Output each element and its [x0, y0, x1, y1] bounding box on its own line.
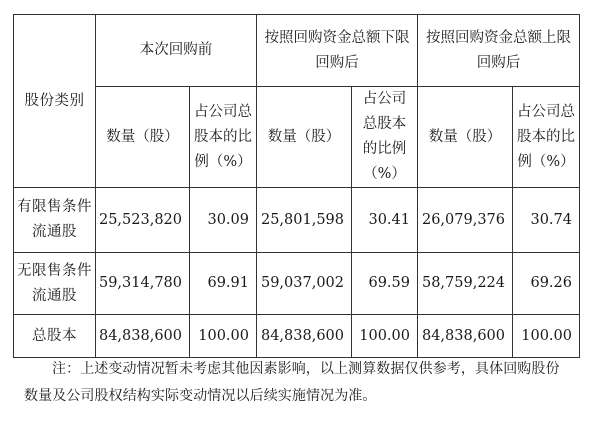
table-cell: 30.09 [190, 188, 257, 253]
footnote-line-2: 数量及公司股权结构实际变动情况以后续实施情况为准。 [24, 388, 377, 404]
quantity-header: 数量（股） [418, 87, 513, 188]
table-cell: 25,523,820 [96, 188, 190, 253]
table-footnote [24, 356, 580, 410]
table-cell: 100.00 [513, 315, 580, 358]
row-label-unrestricted: 无限售条件流通股 [14, 253, 96, 315]
table-cell: 25,801,598 [257, 188, 352, 253]
table-cell: 100.00 [190, 315, 257, 358]
category-header: 股份类别 [14, 15, 96, 188]
quantity-header: 数量（股） [96, 87, 190, 188]
table-cell: 69.91 [190, 253, 257, 315]
ratio-header: 占公司总股本的比例（%） [513, 87, 580, 188]
table-cell: 84,838,600 [96, 315, 190, 358]
table-cell: 100.00 [352, 315, 418, 358]
table-cell: 30.41 [352, 188, 418, 253]
share-structure-table [13, 14, 580, 358]
footnote-line-1: 注：上述变动情况暂未考虑其他因素影响，以上测算数据仅供参考，具体回购股份 [52, 361, 560, 377]
table-cell: 26,079,376 [418, 188, 513, 253]
group-header-before: 本次回购前 [96, 15, 257, 87]
table-row [14, 188, 580, 253]
ratio-header: 占公司总股本的比例（%） [190, 87, 257, 188]
row-label-restricted: 有限售条件流通股 [14, 188, 96, 253]
group-header-lower-limit: 按照回购资金总额下限回购后 [257, 15, 418, 87]
table-cell: 58,759,224 [418, 253, 513, 315]
table-cell: 84,838,600 [418, 315, 513, 358]
table-cell: 59,037,002 [257, 253, 352, 315]
ratio-header: 占公司总股本的比例（%） [352, 87, 418, 188]
table-cell: 69.59 [352, 253, 418, 315]
table-row [14, 253, 580, 315]
row-label-total: 总股本 [14, 315, 96, 358]
table-row [14, 315, 580, 358]
table-cell: 30.74 [513, 188, 580, 253]
table-cell: 59,314,780 [96, 253, 190, 315]
quantity-header: 数量（股） [257, 87, 352, 188]
table-cell: 69.26 [513, 253, 580, 315]
table-cell: 84,838,600 [257, 315, 352, 358]
group-header-upper-limit: 按照回购资金总额上限回购后 [418, 15, 580, 87]
